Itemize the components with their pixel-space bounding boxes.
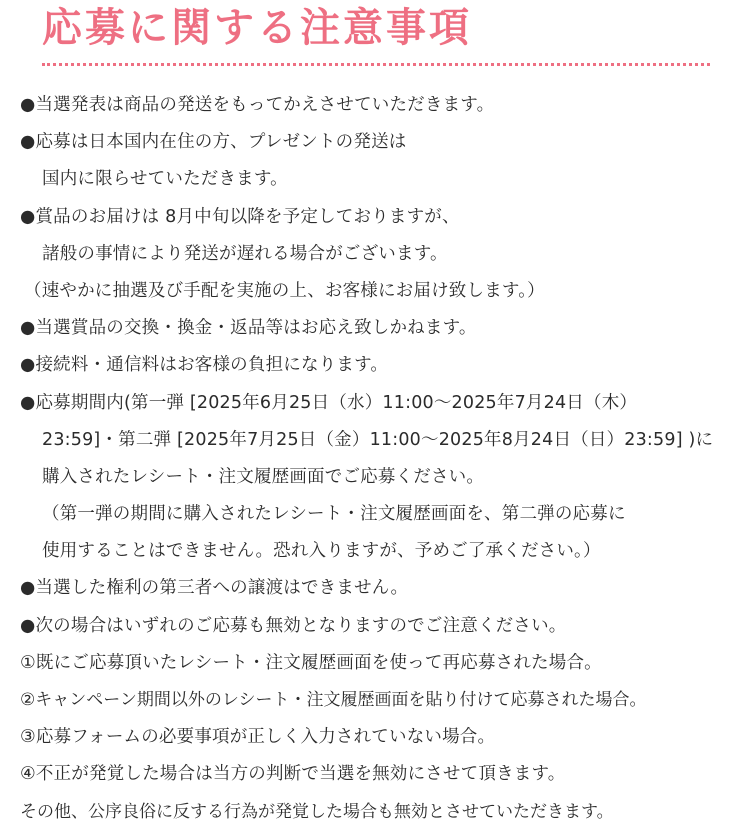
notice-line: ④不正が発覚した場合は当方の判断で当選を無効にさせて頂きます。 — [20, 764, 566, 785]
notice-line: （速やかに抽選及び手配を実施の上、お客様にお届け致します。） — [24, 280, 545, 301]
title-divider — [42, 63, 710, 66]
notice-line: ②キャンペーン期間以外のレシート・注文履歴画面を貼り付けて応募された場合。 — [20, 690, 647, 710]
notice-line: 国内に限らせていただきます。 — [42, 169, 288, 190]
notice-line: ●応募期間内(第一弾 [2025年6月25日（水）11:00～2025年7月24日（木） — [20, 392, 638, 413]
notice-line: ●応募は日本国内在住の方、プレゼントの発送は — [20, 132, 407, 153]
notice-line: その他、公序良俗に反する行為が発覚した場合も無効とさせていただきます。 — [20, 801, 614, 822]
notice-line: 使用することはできません。恐れ入りますが、予めご了承ください。） — [42, 541, 601, 562]
notice-line: 購入されたレシート・注文履歴画面でご応募ください。 — [42, 466, 485, 487]
notice-line: 諸般の事情により発送が遅れる場合がございます。 — [42, 243, 448, 264]
notice-line: ●当選発表は商品の発送をもってかえさせていただきます。 — [20, 95, 495, 115]
notice-line: （第一弾の期間に購入されたレシート・注文履歴画面を、第二弾の応募に — [42, 504, 626, 525]
notice-line: 23:59]・第二弾 [2025年7月25日（金）11:00～2025年8月24日（日）23:59] )に — [42, 429, 714, 450]
notice-line: ●賞品のお届けは 8月中旬以降を予定しておりますが、 — [20, 206, 460, 227]
notice-line: ●当選賞品の交換・換金・返品等はお応え致しかねます。 — [20, 318, 477, 339]
notice-list — [0, 87, 750, 831]
notice-line: ③応募フォームの必要事項が正しく入力されていない場合。 — [20, 727, 496, 748]
notice-line: ●接続料・通信料はお客様の負担になります。 — [20, 355, 389, 376]
page-title: 応募に関する注意事項 — [42, 5, 472, 51]
notice-line: ●次の場合はいずれのご応募も無効となりますのでご注意ください。 — [20, 615, 567, 636]
notice-line: ●当選した権利の第三者への譲渡はできません。 — [20, 578, 409, 599]
notice-line: ①既にご応募頂いたレシート・注文履歴画面を使って再応募された場合。 — [20, 652, 602, 673]
